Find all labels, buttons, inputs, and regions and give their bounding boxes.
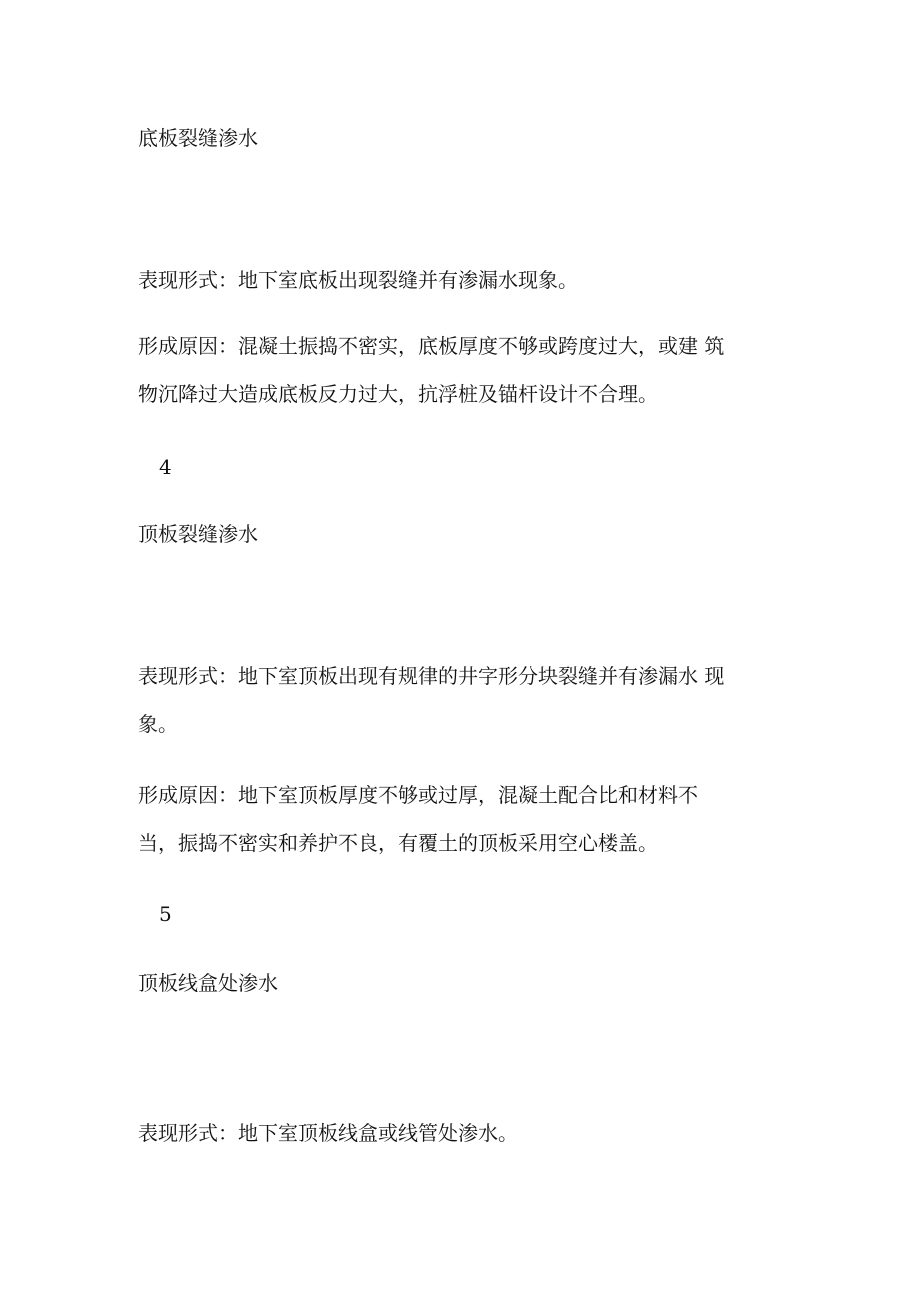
form-text: 表现形式：地下室顶板线盒或线管处渗水。 [138,1121,518,1145]
form-text: 象。 [138,712,178,736]
cause-text: 当，振捣不密实和养护不良，有覆土的顶板采用空心楼盖。 [138,831,658,855]
section-title: 底板裂缝渗水 [138,126,258,150]
form-text: 表现形式：地下室底板出现裂缝并有渗漏水现象。 [138,268,578,292]
cause-text: 形成原因：地下室顶板厚度不够或过厚，混凝土配合比和材料不 [138,783,698,807]
form-text: 表现形式：地下室顶板出现有规律的井字形分块裂缝并有渗漏水 现 [138,664,725,688]
cause-text: 物沉降过大造成底板反力过大，抗浮桩及锚杆设计不合理。 [138,382,658,406]
section-title: 顶板线盒处渗水 [138,971,278,995]
cause-text: 形成原因：混凝土振捣不密实，底板厚度不够或跨度过大，或建 筑 [138,334,725,358]
section-number: 5 [159,902,172,926]
section-number: 4 [159,455,172,479]
section-title: 顶板裂缝渗水 [138,522,258,546]
